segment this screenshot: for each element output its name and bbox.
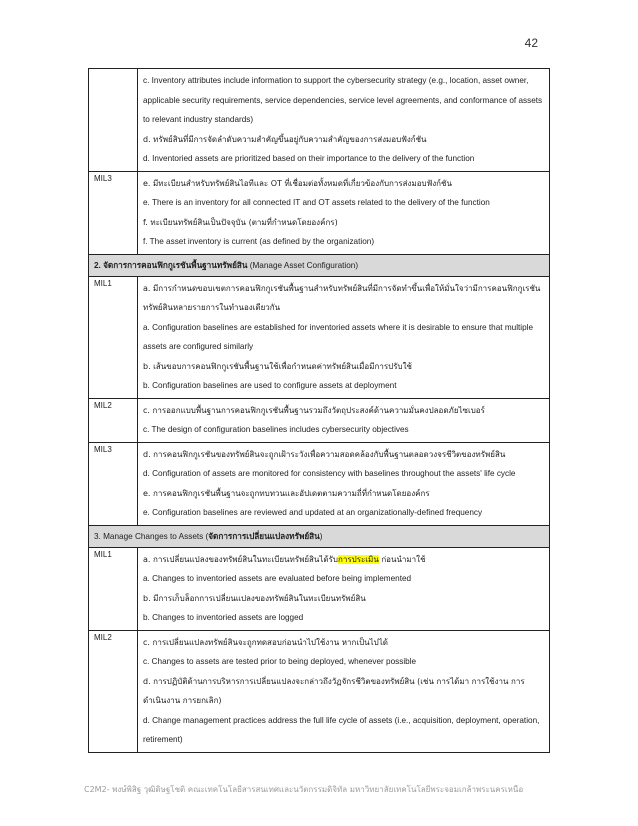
section-header-row [89,254,550,276]
practice-cell [138,442,550,525]
section-header-row [89,525,550,547]
practice-b-th: b. มีการเก็บล็อกการเปลี่ยนแปลงของทรัพย์สินในทะเบียนทรัพย์สิน [143,593,366,603]
table-row [89,442,550,525]
table-row [89,276,550,398]
practice-f-en: f. The asset inventory is current (as defined by the organization) [143,237,375,246]
practice-a-th: a. มีการกำหนดขอบเขตการคอนฟิกกูเรชันพื้นฐานสำหรับทรัพย์สินที่มีการจัดทำขึ้นเพื่อให้มั่นใจว่ามีการคอนฟิกกูเรชันทรัพย์สินหลายรายการในทำนองเดียวกัน [143,283,541,312]
practice-cell [138,69,550,172]
table-row [89,69,550,172]
practice-cell [138,398,550,442]
practice-d-en: d. Configuration of assets are monitored for consistency with baselines throughout the assets' life cycle [143,469,516,478]
practice-c-en: c. Changes to assets are tested prior to being deployed, whenever possible [143,657,417,666]
mil-level-cell: MIL2 [89,630,138,752]
section-title-th: 2. จัดการการคอนฟิกกูเรชันพื้นฐานทรัพย์สิน [94,260,248,270]
table-row [89,547,550,630]
practice-d-en: d. Inventoried assets are prioritized based on their importance to the delivery of the function [143,154,475,163]
section-title [89,525,550,547]
practice-cell [138,547,550,630]
practice-cell [138,630,550,752]
practice-c-th: c. การเปลี่ยนแปลงทรัพย์สินจะถูกทดสอบก่อนนำไปใช้งาน หากเป็นไปได้ [143,637,388,647]
practice-b-en: b. Changes to inventoried assets are logged [143,613,304,622]
practice-e-en: e. Configuration baselines are reviewed and updated at an organizationally-defined frequency [143,508,483,517]
practice-d-th: d. ทรัพย์สินที่มีการจัดลำดับความสำคัญขึ้นอยู่กับความสำคัญของการส่งมอบฟังก์ชัน [143,134,427,144]
practice-d-en: d. Change management practices address the full life cycle of assets (i.e., acquisition, deployment, operation, retirement) [143,715,540,744]
table-row [89,171,550,254]
practice-cell [138,276,550,398]
practice-e-th: e. มีทะเบียนสำหรับทรัพย์สินไอทีและ OT ที่เชื่อมต่อทั้งหมดที่เกี่ยวข้องกับการส่งมอบฟังก์ชัน [143,178,452,188]
practice-a-th-pre: a. การเปลี่ยนแปลงของทรัพย์สินในทะเบียนทรัพย์สินได้รับ [143,554,338,564]
practice-b-th: b. เส้นขอบการคอนฟิกกูเรชันพื้นฐานใช้เพื่อกำหนดค่าทรัพย์สินเมื่อมีการปรับใช้ [143,361,412,371]
mil-practices-table [88,68,550,753]
practice-d-th: d. การปฏิบัติด้านการบริหารการเปลี่ยนแปลงจะกล่าวถึงวัฏจักรชีวิตของทรัพย์สิน (เช่น การได้มา การใช้งาน การดำเนินงาน การยกเลิก) [143,676,525,705]
practice-b-en: b. Configuration baselines are used to configure assets at deployment [143,381,397,390]
practice-e-en: e. There is an inventory for all connected IT and OT assets related to the delivery of the function [143,198,490,207]
practice-a-th [143,550,544,570]
section-title-en: (Manage Asset Configuration) [247,260,359,270]
section-title-close: ) [319,531,323,541]
mil-level-cell [89,69,138,172]
mil-level-cell: MIL3 [89,442,138,525]
table-row [89,630,550,752]
mil-level-cell: MIL2 [89,398,138,442]
highlighted-text: การประเมิน [338,554,379,564]
practice-e-th: e. การคอนฟิกกูเรชันพื้นฐานจะถูกทบทวนและอัปเดตตามความถี่ที่กำหนดโดยองค์กร [143,488,430,498]
section-title [89,254,550,276]
practice-f-th: f. ทะเบียนทรัพย์สินเป็นปัจจุบัน (ตามที่กำหนดโดยองค์กร) [143,217,338,227]
practice-c-en: c. Inventory attributes include information to support the cybersecurity strategy (e.g., location, asset owner, applicable security requirements, service dependencies, service level agreements, and conformance of assets to relevant industry standards) [143,76,543,124]
practice-c-th: c. การออกแบบพื้นฐานการคอนฟิกกูเรชันพื้นฐานรวมถึงวัตถุประสงค์ด้านความมั่นคงปลอดภัยไซเบอร์ [143,405,485,415]
table-row [89,398,550,442]
mil-level-cell: MIL3 [89,171,138,254]
page-footer: C2M2- พงษ์พิสิฐ วุฒิดิษฐโชติ คณะเทคโนโลยีสารสนเทศและนวัตกรรมดิจิทัล มหาวิทยาลัยเทคโนโลยีพระจอมเกล้าพระนครเหนือ [84,785,524,794]
section-title-en: 3. Manage Changes to Assets ( [94,531,209,541]
mil-level-cell: MIL1 [89,276,138,398]
page-number: 42 [524,36,538,50]
practice-a-en: a. Changes to inventoried assets are evaluated before being implemented [143,574,412,583]
practice-a-th-post: ก่อนนำมาใช้ [378,554,426,564]
section-title-th: จัดการการเปลี่ยนแปลงทรัพย์สิน [208,531,320,541]
practice-c-en: c. The design of configuration baselines includes cybersecurity objectives [143,425,409,434]
practice-d-th: d. การคอนฟิกกูเรชันของทรัพย์สินจะถูกเฝ้าระวังเพื่อความสอดคล้องกับพื้นฐานตลอดวงจรชีวิตของทรัพย์สิน [143,449,506,459]
mil-level-cell: MIL1 [89,547,138,630]
practice-cell [138,171,550,254]
practice-a-en: a. Configuration baselines are established for inventoried assets where it is desirable to ensure that multiple assets are configured similarly [143,322,534,351]
